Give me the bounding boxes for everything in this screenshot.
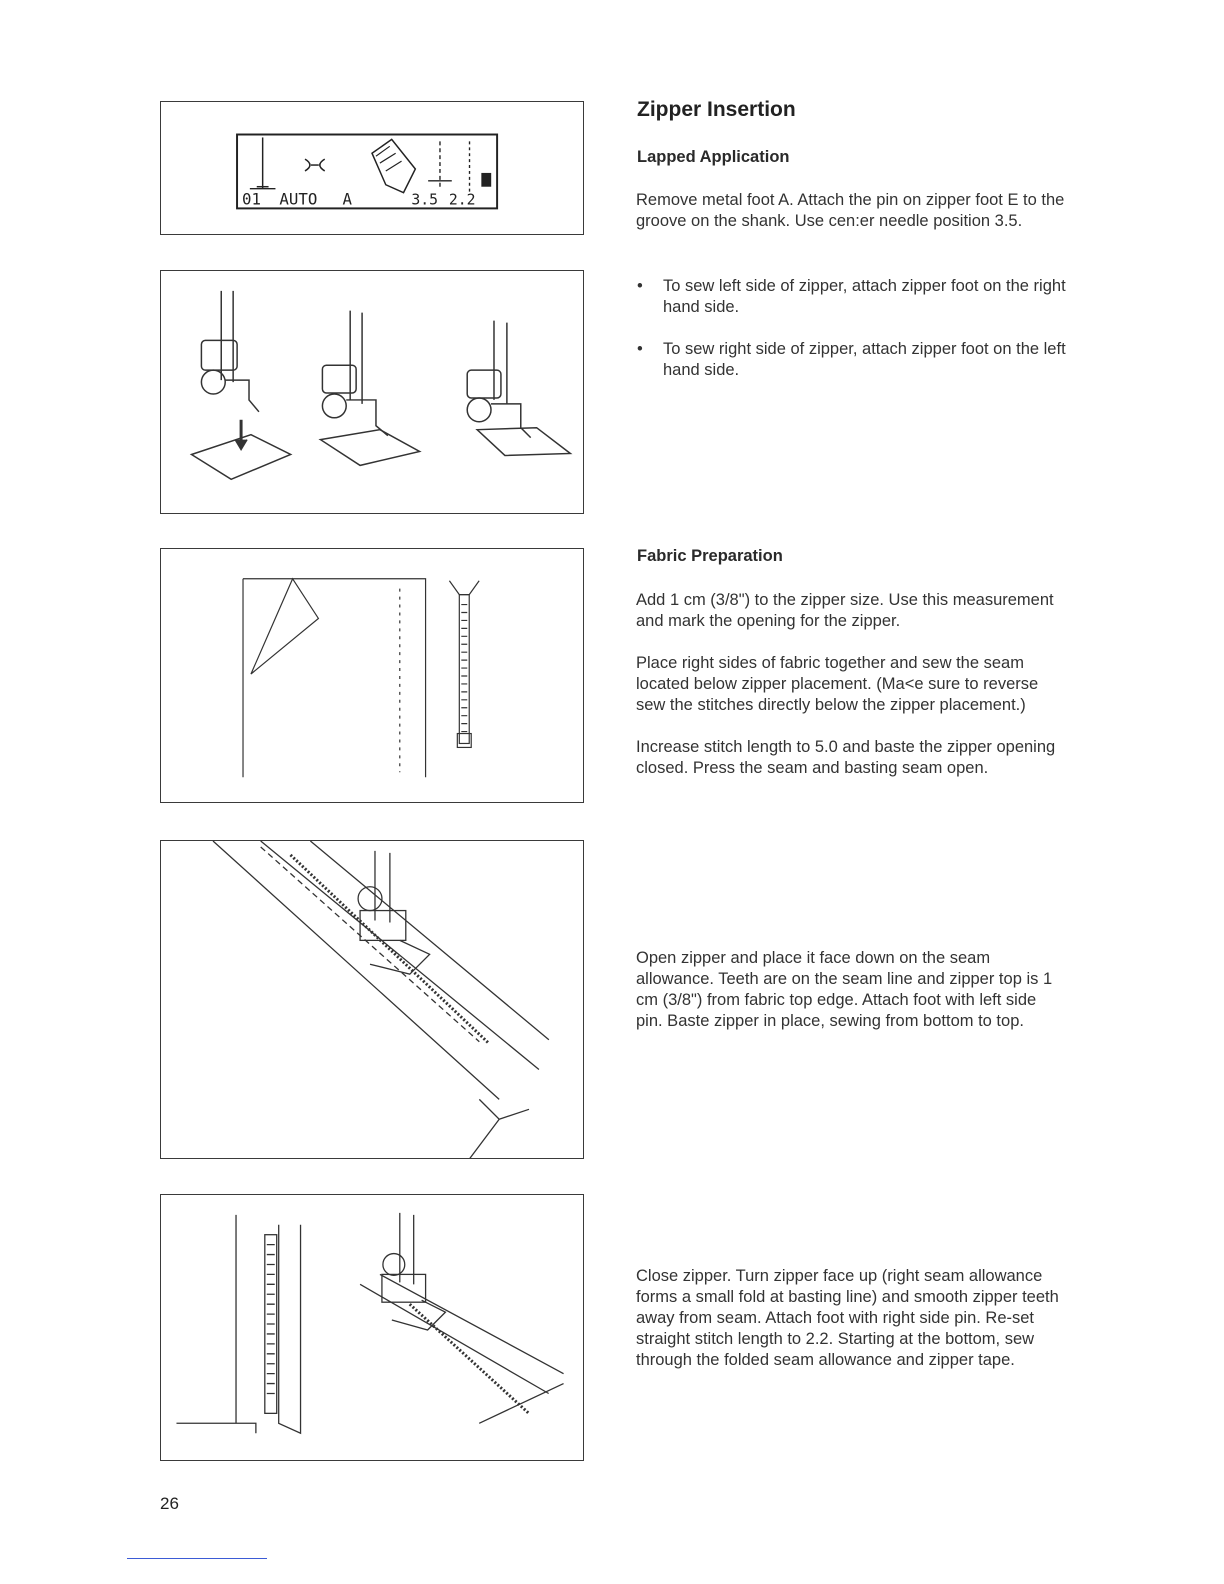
fabric-zipper-illustration	[161, 549, 583, 802]
figure-baste-zipper	[160, 840, 584, 1159]
fabric-block	[636, 590, 1066, 779]
lcd-mode: AUTO	[279, 189, 318, 209]
lcd-stitch-length: 2.2	[448, 191, 476, 209]
presser-foot-drawing-2	[382, 1213, 446, 1330]
figure-sew-zipper	[160, 1194, 584, 1461]
fabric-paragraph: Place right sides of fabric together and sew the seam located below zipper placement. (Ma<e sure to reverse sew the stitches directly below the zipper placement.)	[636, 654, 1039, 714]
page-number: 26	[160, 1494, 179, 1513]
bullet-text: To sew right side of zipper, attach zipper foot on the left hand side.	[663, 340, 1066, 379]
lapped-intro: Remove metal foot A. Attach the pin on zipper foot E to the groove on the shank. Use cen:er needle position 3.5.	[636, 191, 1065, 230]
fabric-paragraph: Increase stitch length to 5.0 and baste the zipper opening closed. Press the seam and basting seam open.	[636, 738, 1056, 777]
bullet-glyph: •	[637, 340, 643, 358]
lapped-heading: Lapped Application	[637, 148, 790, 166]
sew-zipper-illustration	[161, 1195, 583, 1460]
figure-lcd-display	[160, 101, 584, 235]
lapped-intro-block	[636, 190, 1066, 232]
close-zipper-block	[636, 1266, 1066, 1371]
lapped-bullets-block	[636, 276, 1066, 402]
presser-feet-illustration	[161, 271, 583, 513]
presser-foot-icon	[372, 139, 415, 192]
list-item	[636, 276, 1066, 318]
figure-fabric-zipper	[160, 548, 584, 803]
lcd-needle-position: 3.5	[411, 191, 439, 209]
baste-zipper-illustration	[161, 841, 583, 1158]
foot-removal-drawing	[191, 291, 290, 479]
foot-right-attach-drawing	[467, 321, 570, 456]
lcd-foot: A	[342, 189, 352, 209]
list-item	[636, 339, 1066, 381]
page-title: Zipper Insertion	[637, 98, 796, 121]
zipper-drawing	[449, 581, 479, 748]
fabric-heading: Fabric Preparation	[637, 547, 783, 565]
bullet-list	[636, 276, 1066, 381]
presser-foot-drawing	[358, 851, 430, 974]
footer-rule	[127, 1558, 267, 1559]
figure-presser-feet	[160, 270, 584, 514]
bullet-glyph: •	[637, 277, 643, 295]
foot-left-attach-drawing	[320, 311, 419, 466]
close-zipper-text: Close zipper. Turn zipper face up (right seam allowance forms a small fold at basting line) and smooth zipper teeth away from seam. Attach foot with right side pin. Re-set straight stitch length to 2.2. Starting at the bottom, sew through the folded seam allowance and zipper tape.	[636, 1267, 1059, 1369]
open-zipper-block	[636, 948, 1066, 1032]
lcd-illustration	[161, 102, 583, 234]
fabric-paragraph: Add 1 cm (3/8") to the zipper size. Use this measurement and mark the opening for the zipper.	[636, 591, 1054, 630]
bullet-text: To sew left side of zipper, attach zipper foot on the right hand side.	[663, 277, 1066, 316]
lcd-pattern-number: 01	[241, 189, 261, 209]
open-zipper-text: Open zipper and place it face down on the seam allowance. Teeth are on the seam line and zipper top is 1 cm (3/8") from fabric top edge. Attach foot with left side pin. Baste zipper in place, sewing from bottom to top.	[636, 949, 1053, 1030]
